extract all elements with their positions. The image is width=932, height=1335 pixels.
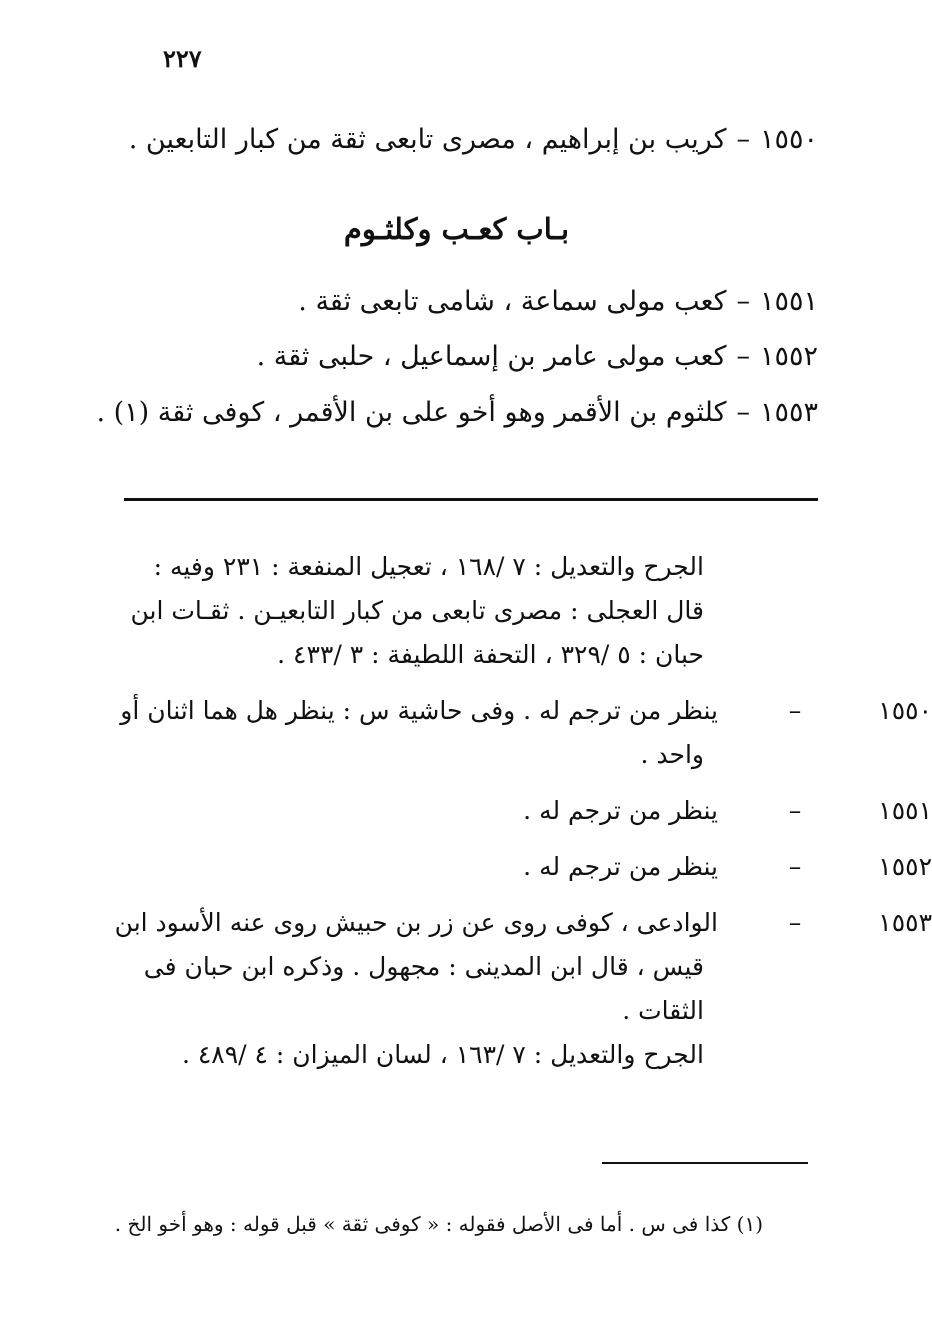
entry-number: ١٥٥٠ xyxy=(759,124,818,155)
footnote: (١) كذا فى س . أما فى الأصل فقوله : « كوفى ثقة » قبل قوله : وهو أخو الخ . xyxy=(114,1212,763,1236)
entry-text: كريب بن إبراهيم ، مصرى تابعى ثقة من كبار التابعين . xyxy=(128,124,727,155)
note-number: ١٥٥٢ xyxy=(878,852,932,881)
entry-text: كعب مولى سماعة ، شامى تابعى ثقة . xyxy=(298,286,727,317)
notes-section xyxy=(108,545,932,1077)
entry-dash: – xyxy=(736,286,750,317)
note-1552 xyxy=(108,845,932,889)
entry-text: كلثوم بن الأقمر وهو أخو على بن الأقمر ، كوفى ثقة (١) . xyxy=(96,397,727,428)
entry-number: ١٥٥٣ xyxy=(759,397,818,428)
entry-dash: – xyxy=(736,124,750,155)
note-text: ينظر من ترجم له . xyxy=(523,796,718,825)
note-text: ينظر من ترجم له . xyxy=(523,852,718,881)
entry-1553 xyxy=(96,393,818,433)
note-dash: – xyxy=(788,908,802,937)
entry-number: ١٥٥١ xyxy=(759,286,818,317)
note-1553 xyxy=(108,901,932,1033)
page-number: ٢٢٧ xyxy=(163,44,202,73)
entry-number: ١٥٥٢ xyxy=(759,341,818,372)
section-divider xyxy=(124,498,818,501)
note-number: ١٥٥٠ xyxy=(878,696,932,725)
note-dash: – xyxy=(788,696,802,725)
note-dash: – xyxy=(788,852,802,881)
footnote-divider xyxy=(602,1162,808,1164)
entry-1551 xyxy=(298,282,818,322)
note-dash: – xyxy=(788,796,802,825)
entry-1552 xyxy=(257,337,818,377)
note-number: ١٥٥١ xyxy=(878,796,932,825)
section-heading: بـاب كعـب وكلثـوم xyxy=(343,212,570,246)
entry-dash: – xyxy=(736,341,750,372)
note-text: الوادعى ، كوفى روى عن زر بن حبيش روى عنه الأسود ابن قيس ، قال ابن المدينى : مجهول . وذكره ابن حبان فى الثقات . xyxy=(114,908,718,1025)
note-tail: الجرح والتعديل : ٧ /١٦٣ ، لسان الميزان : ٤ /٤٨٩ . xyxy=(181,1040,704,1069)
note-1550 xyxy=(108,689,932,777)
note-number: ١٥٥٣ xyxy=(878,908,932,937)
note-intro: الجرح والتعديل : ٧ /١٦٨ ، تعجيل المنفعة : ٢٣١ وفيه : قال العجلى : مصرى تابعى من كبار التابعيـن . ثقـات ابن حبان : ٥ /٣٢٩ ، التحفة اللطيفة : ٣ /٤٣٣ . xyxy=(130,552,704,669)
entry-1550 xyxy=(129,120,818,160)
note-1551 xyxy=(108,789,932,833)
entry-dash: – xyxy=(736,397,750,428)
entry-text: كعب مولى عامر بن إسماعيل ، حلبى ثقة . xyxy=(256,341,727,372)
note-text: ينظر من ترجم له . وفى حاشية س : ينظر هل هما اثنان أو واحد . xyxy=(120,696,718,769)
